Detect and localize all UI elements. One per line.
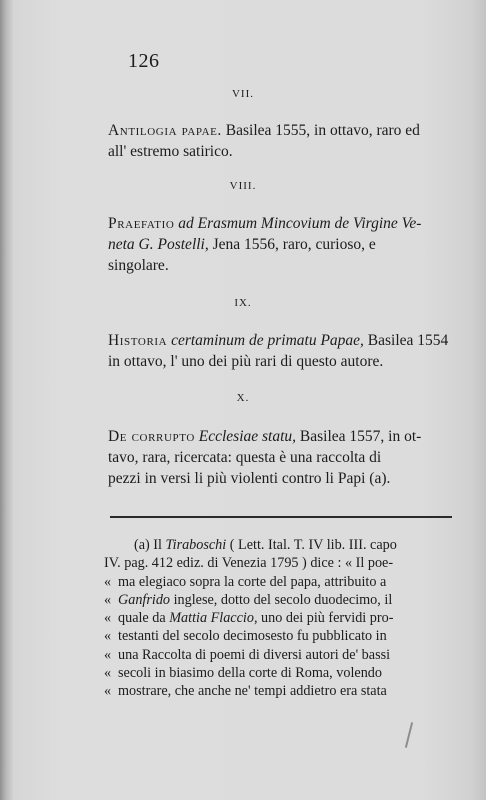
quote-mark: « (104, 665, 112, 682)
entry-vii-line1: Basilea 1555, in ottavo, raro ed (225, 122, 420, 139)
quote-mark: « (104, 591, 112, 608)
footnote-marker: (a) (134, 537, 150, 553)
footnote (104, 536, 452, 701)
pencil-mark (405, 722, 413, 748)
entry-ix-line1: Basilea 1554 (367, 332, 449, 349)
footnote-author: Tiraboschi (165, 537, 227, 553)
footnote-line-7 (104, 646, 452, 664)
footnote-rule (110, 516, 452, 518)
quote-mark: « (104, 610, 112, 627)
footnote-mattia-flaccio: Mattia Flaccio (169, 610, 254, 627)
footnote-l4-rest: inglese, dotto del secolo duodecimo, il (173, 591, 393, 608)
footnote-line-5 (104, 609, 452, 627)
footnote-line-6 (104, 627, 452, 645)
entry-vii-line2: all' estremo satirico. (108, 143, 233, 160)
entry-viii-line3: singolare. (108, 257, 169, 274)
entry-x (108, 426, 452, 489)
footnote-ganfrido: Ganfrido (118, 591, 171, 608)
footnote-l7-text: una Raccolta di poemi di diversi autori de' bassi (118, 646, 391, 663)
footnote-l3-text: ma elegiaco sopra la corte del papa, attribuito a (118, 573, 387, 590)
entry-ix-line2: in ottavo, l' uno dei più rari di questo autore. (108, 353, 384, 370)
entry-viii-line2: Jena 1556, raro, curioso, e (212, 236, 376, 253)
entry-vii-title: Antilogia papae. (108, 122, 222, 139)
entry-viii (108, 213, 452, 276)
entry-viii-title-italic-2: neta G. Postelli, (108, 236, 209, 253)
footnote-l8-text: secoli in biasimo della corte di Roma, volendo (118, 665, 382, 682)
footnote-line-3 (104, 573, 452, 591)
entry-x-line2: tavo, rara, ricercata: questa è una raccolta di (108, 449, 382, 466)
entry-ix-title-italic: certaminum de primatu Papae, (171, 332, 364, 349)
section-numeral-ix: IX. (234, 297, 252, 309)
footnote-l1-b: ( Lett. Ital. T. IV lib. III. capo (229, 537, 397, 553)
quote-mark: « (104, 646, 112, 663)
footnote-line-2: IV. pag. 412 ediz. di Venezia 1795 ) dice : « Il poe- (104, 555, 394, 572)
footnote-l6-text: testanti del secolo decimosesto fu pubblicato in (118, 628, 387, 645)
section-numeral-vii: VII. (231, 88, 255, 100)
entry-viii-title: Praefatio (108, 215, 175, 232)
entry-ix-title: Historia (108, 332, 168, 349)
entry-vii (108, 120, 452, 162)
footnote-l9-text: mostrare, che anche ne' tempi addietro era stata (118, 683, 387, 700)
section-numeral-x: X. (236, 392, 250, 404)
quote-mark: « (104, 573, 112, 590)
entry-x-title-italic: Ecclesiae statu, (198, 428, 297, 445)
entry-ix (108, 330, 452, 372)
entry-x-line3: pezzi in versi li più violenti contro li Papi (a). (108, 470, 391, 487)
entry-x-line1: Basilea 1557, in ot- (299, 428, 422, 445)
footnote-l5-b: , uno dei più fervidi pro- (253, 610, 394, 627)
quote-mark: « (104, 628, 112, 645)
page-number: 126 (128, 50, 160, 72)
section-numeral-viii: VIII. (229, 180, 257, 192)
footnote-line-9 (104, 682, 452, 700)
footnote-line-4 (104, 591, 452, 609)
footnote-line-1 (104, 536, 452, 554)
quote-mark: « (104, 683, 112, 700)
entry-x-title: De corrupto (108, 428, 195, 445)
footnote-line-8 (104, 664, 452, 682)
footnote-l5-a: quale da (118, 610, 166, 627)
footnote-l1-a: Il (153, 537, 162, 553)
entry-viii-title-italic-1: ad Erasmum Mincovium de Virgine Ve- (178, 215, 422, 232)
